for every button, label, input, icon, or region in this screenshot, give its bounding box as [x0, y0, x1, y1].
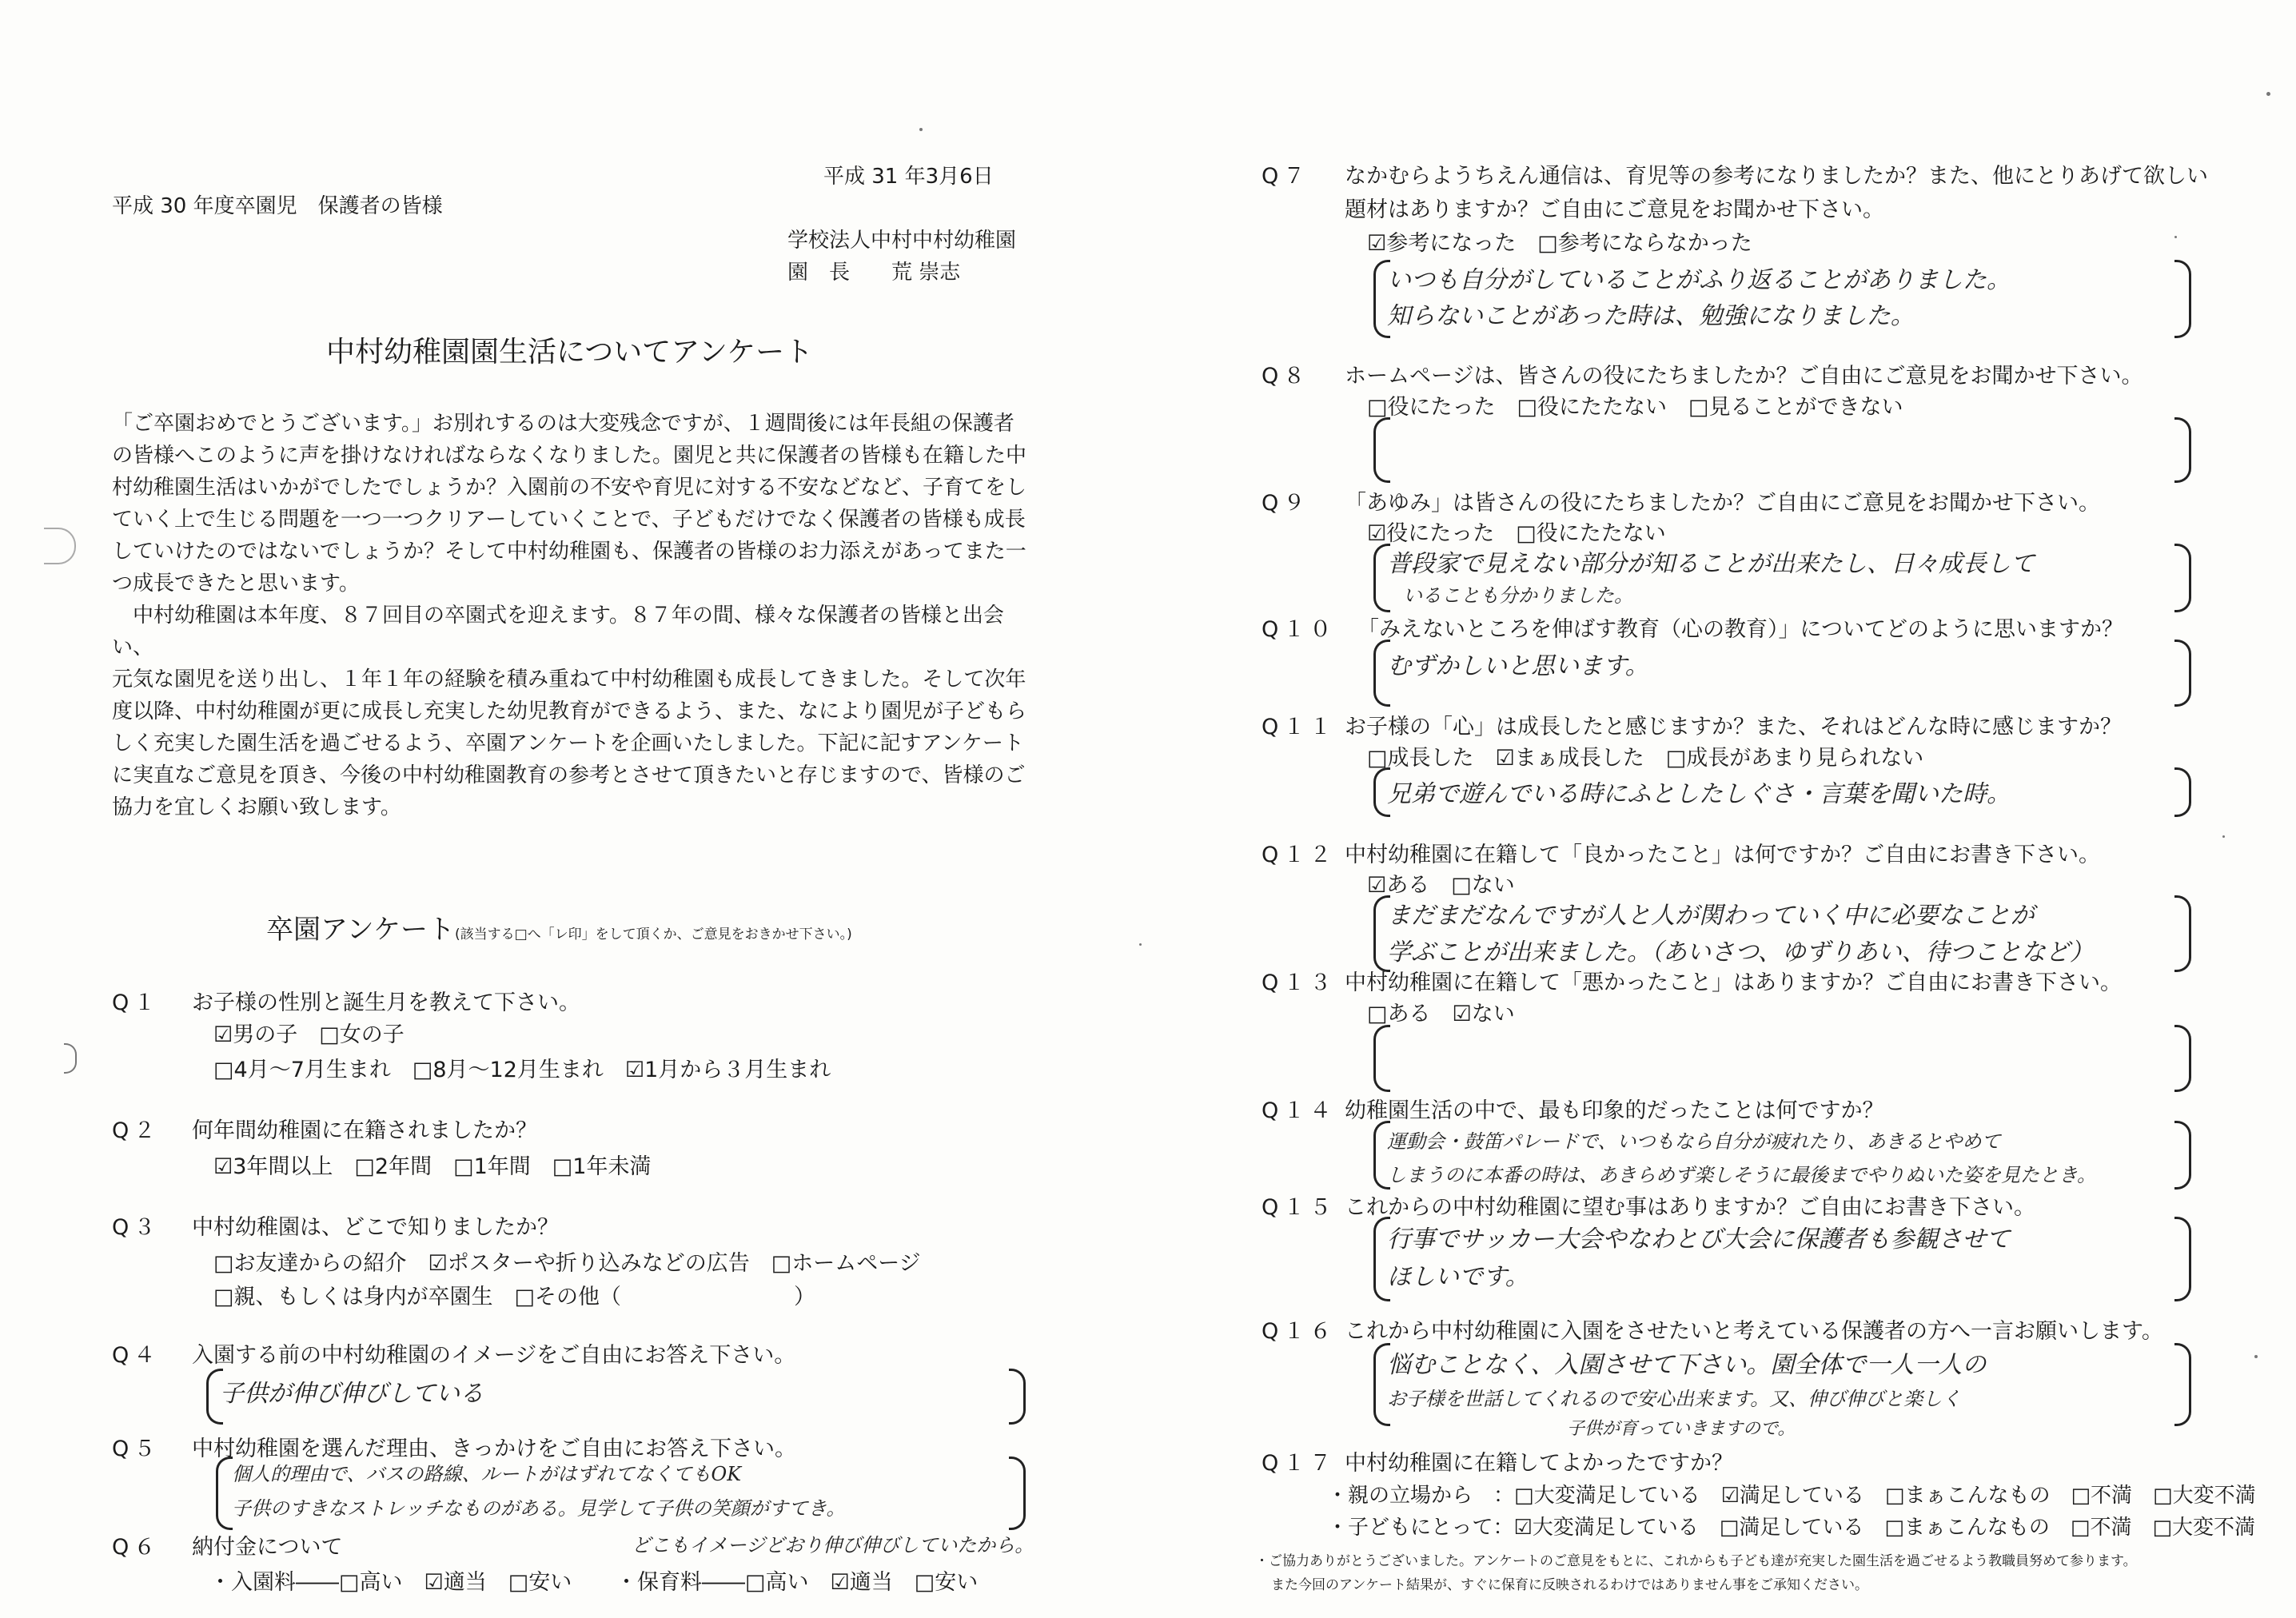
- q16-answer-line1: 悩むことなく、入園させて下さい。園全体で一人一人の: [1387, 1351, 1987, 1379]
- q6-answer-note: どこもイメージどおり伸び伸びしていたから。: [632, 1534, 1034, 1556]
- punch-hole-mark: [44, 528, 76, 564]
- q13-options: □ある ☑ない: [1367, 1002, 1515, 1026]
- principal-name: 園 長 荒 崇志: [787, 261, 961, 285]
- answer-bracket-right: [2174, 640, 2191, 707]
- answer-bracket-left: [216, 1457, 233, 1530]
- question-text: 中村幼稚園に在籍して「悪かったこと」はありますか？ご自由にお書き下さい。: [1345, 970, 2122, 995]
- intro-line: しく充実した園生活を過ごせるよう、卒園アンケートを企画いたしました。下記に記すアンケート: [112, 731, 1024, 755]
- q11-options: □成長した ☑まぁ成長した □成長があまり見られない: [1367, 746, 1924, 771]
- q10-answer: むずかしいと思います。: [1387, 652, 1649, 680]
- question-number: Q１２: [1262, 843, 1337, 867]
- question-number: Q３: [112, 1215, 161, 1240]
- intro-line: の皆様へこのように声を掛けなければならなくなりました。園児と共に保護者の皆様も在籍した中: [112, 444, 1027, 468]
- q16-answer-line2: お子様を世話してくれるので安心出来ます。又、伸び伸びと楽しく: [1387, 1388, 1962, 1410]
- question-number: Q６: [112, 1535, 161, 1560]
- intro-line: 度以降、中村幼稚園が更に成長し充実した幼児教育ができるよう、また、なにより園児が子どもら: [112, 699, 1027, 723]
- answer-bracket-right: [2174, 895, 2191, 972]
- question-number: Q１４: [1262, 1098, 1337, 1123]
- answer-bracket-right: [2174, 544, 2191, 612]
- answer-bracket-left: [1373, 417, 1390, 483]
- intro-text: [112, 408, 1039, 823]
- question-number: Q５: [112, 1437, 161, 1461]
- q4-answer: 子供が伸び伸びしている: [220, 1380, 484, 1408]
- question-number: Q２: [112, 1118, 161, 1143]
- intro-line: 中村幼稚園は本年度、８７回目の卒園式を迎えます。８７年の間、様々な保護者の皆様と出会い、: [112, 604, 1004, 660]
- intro-line: 村幼稚園生活はいかがでしたでしょうか？入園前の不安や育児に対する不安などなど、子育てをし: [112, 476, 1027, 500]
- q3-options-line1: □お友達からの紹介 ☑ポスターや折り込みなどの広告 □ホームページ: [213, 1251, 921, 1276]
- survey-heading-title: 卒園アンケート: [266, 914, 455, 946]
- intro-line: していけたのではないでしょうか？そして中村幼稚園も、保護者の皆様のお力添えがあってまた一: [112, 540, 1026, 564]
- scan-speck: [2174, 236, 2177, 238]
- q15-answer-line1: 行事でサッカー大会やなわとび大会に保護者も参観させて: [1387, 1225, 2011, 1253]
- q12-answer-line2: 学ぶことが出来ました。（あいさつ、ゆずりあい、待つことなど）: [1387, 939, 2094, 966]
- question-text: 中村幼稚園に在籍してよかったですか？: [1345, 1451, 1733, 1476]
- q9-answer-line1: 普段家で見えない部分が知ることが出来たし、日々成長して: [1387, 550, 2035, 578]
- intro-line: 協力を宜しくお願い致します。: [112, 795, 401, 819]
- intro-line: 元気な園児を送り出し、１年１年の経験を積み重ねて中村幼稚園も成長してきました。そして次年: [112, 668, 1026, 691]
- answer-bracket-left: [1373, 1025, 1390, 1092]
- q5-answer-line2: 子供のすきなストレッチなものがある。見学して子供の笑顔がすてき。: [232, 1497, 846, 1520]
- q17-child-options: ・子どもにとって：☑大変満足している □満足している □まぁこんなもの □不満 □大変不満: [1327, 1516, 2256, 1540]
- q9-options: ☑役にたった □役にたたない: [1367, 521, 1666, 546]
- intro-line: 「ご卒園おめでとうございます。」お別れするのは大変残念ですが、１週間後には年長組の保護者: [112, 412, 1014, 436]
- question-number: Q１０: [1262, 617, 1337, 642]
- q12-options: ☑ある □ない: [1367, 873, 1515, 898]
- q14-answer-line1: 運動会・鼓笛パレードで、いつもなら自分が疲れたり、あきるとやめて: [1387, 1130, 2001, 1153]
- answer-bracket-right: [2174, 1217, 2191, 1301]
- q15-answer-line2: ほしいです。: [1387, 1263, 1529, 1291]
- q12-answer-line1: まだまだなんですが人と人が関わっていく中に必要なことが: [1387, 902, 2035, 930]
- question-text: 「みえないところを伸ばす教育（心の教育）」についてどのように思いますか？: [1357, 617, 2123, 642]
- intro-line: つ成長できたと思います。: [112, 572, 360, 596]
- answer-bracket-right: [1009, 1457, 1026, 1530]
- question-number: Q７: [1262, 164, 1310, 189]
- punch-hole-mark: [64, 1043, 77, 1074]
- scan-speck: [2266, 92, 2270, 96]
- question-text: お子様の「心」は成長したと感じますか？また、それはどんな時に感じますか？: [1345, 715, 2122, 739]
- question-number: Q１６: [1262, 1319, 1337, 1344]
- question-number: Q９: [1262, 491, 1310, 516]
- answer-bracket-right: [2174, 260, 2191, 338]
- survey-heading: [266, 907, 852, 946]
- question-number: Q８: [1262, 364, 1310, 389]
- page-title: 中村幼稚園園生活についてアンケート: [326, 336, 814, 369]
- q9-answer-line2: いることも分かりました。: [1403, 584, 1633, 607]
- scan-speck: [919, 128, 923, 131]
- question-number: Q１３: [1262, 970, 1337, 995]
- q1-gender-options: ☑男の子 □女の子: [213, 1022, 405, 1047]
- question-text: 中村幼稚園を選んだ理由、きっかけをご自由にお答え下さい。: [192, 1437, 796, 1461]
- question-text: お子様の性別と誕生月を教えて下さい。: [192, 990, 580, 1015]
- scan-speck: [1139, 943, 1142, 946]
- q3-options-line2: □親、もしくは身内が卒園生 □その他（ ）: [213, 1285, 816, 1309]
- question-text: 入園する前の中村幼稚園のイメージをご自由にお答え下さい。: [192, 1343, 796, 1368]
- question-text: 幼稚園生活の中で、最も印象的だったことは何ですか？: [1345, 1098, 1884, 1123]
- answer-bracket-right: [2174, 417, 2191, 483]
- q1-birth-month-options: □4月～7月生まれ □8月～12月生まれ ☑1月から３月生まれ: [213, 1058, 831, 1082]
- intro-line: に実直なご意見を頂き、今後の中村幼稚園教育の参考とさせて頂きたいと存じますので、皆様のご: [112, 763, 1026, 787]
- recipient-line: 平成 30 年度卒園児 保護者の皆様: [112, 194, 443, 218]
- question-number: Q１: [112, 990, 161, 1015]
- question-number: Q１５: [1262, 1195, 1337, 1220]
- question-text: 中村幼稚園に在籍して「良かったこと」は何ですか？ご自由にお書き下さい。: [1345, 843, 2100, 867]
- q2-options: ☑3年間以上 □2年間 □1年間 □1年未満: [213, 1154, 652, 1179]
- question-text: 何年間幼稚園に在籍されましたか？: [192, 1118, 537, 1143]
- question-number: Q１７: [1262, 1451, 1337, 1476]
- question-text: これから中村幼稚園に入園をさせたいと考えている保護者の方へ一言お願いします。: [1345, 1319, 2163, 1344]
- q17-parent-options: ・親の立場から ：□大変満足している ☑満足している □まぁこんなもの □不満 □大変不満: [1327, 1484, 2256, 1508]
- question-text: ホームページは、皆さんの役にたちましたか？ご自由にご意見をお聞かせ下さい。: [1345, 364, 2143, 389]
- question-text: 納付金について: [192, 1535, 343, 1560]
- question-text: なかむらようちえん通信は、育児等の参考になりましたか？また、他にとりあげて欲しい: [1345, 164, 2208, 189]
- answer-bracket-right: [2174, 1343, 2191, 1426]
- school-name: 学校法人中村中村幼稚園: [787, 229, 1017, 253]
- q6-tuition-fee-options: ・保育料――□高い ☑適当 □安い: [616, 1570, 979, 1595]
- footer-note-line1: ・ご協力ありがとうございました。アンケートのご意見をもとに、これからも子ども達が充実した園生活を過ごせるよう教職員努めて参ります。: [1255, 1553, 2137, 1569]
- q5-answer-line1: 個人的理由で、バスの路線、ルートがはずれてなくてもOK: [232, 1463, 742, 1485]
- q11-answer: 兄弟で遊んでいる時にふとしたしぐさ・言葉を聞いた時。: [1387, 780, 2011, 808]
- question-text: 中村幼稚園は、どこで知りましたか？: [192, 1215, 559, 1240]
- scan-speck: [2222, 835, 2225, 838]
- question-text: これからの中村幼稚園に望む事はありますか？ご自由にお書き下さい。: [1345, 1195, 2035, 1220]
- q16-answer-line3: 子供が育っていきますので。: [1567, 1419, 1796, 1439]
- question-text-cont: 題材はありますか？ご自由にご意見をお聞かせ下さい。: [1345, 197, 1884, 222]
- q6-admission-fee-options: ・入園料――□高い ☑適当 □安い: [209, 1570, 572, 1595]
- question-number: Q４: [112, 1343, 161, 1368]
- answer-bracket-right: [2174, 767, 2191, 817]
- q14-answer-line2: しまうのに本番の時は、あきらめず楽しそうに最後までやりぬいた姿を見たとき。: [1387, 1164, 2097, 1186]
- q8-options: □役にたった □役にたたない □見ることができない: [1367, 395, 1903, 420]
- q7-answer-line2: 知らないことがあった時は、勉強になりました。: [1387, 302, 1915, 330]
- answer-bracket-right: [2174, 1121, 2191, 1190]
- question-number: Q１１: [1262, 715, 1337, 739]
- document-date: 平成 31 年3月6日: [823, 165, 994, 189]
- q7-answer-line1: いつも自分がしていることがふり返ることがありました。: [1387, 266, 2011, 294]
- answer-bracket-right: [1009, 1369, 1026, 1425]
- question-text: 「あゆみ」は皆さんの役にたちましたか？ご自由にご意見をお聞かせ下さい。: [1345, 491, 2100, 516]
- survey-heading-note: (該当する□へ「レ印」をして頂くか、ご意見をおきかせ下さい。): [454, 927, 852, 943]
- intro-line: ていく上で生じる問題を一つ一つクリアーしていくことで、子どもだけでなく保護者の皆様も成長: [112, 508, 1026, 532]
- scan-speck: [2254, 1355, 2258, 1358]
- footer-note-line2: また今回のアンケート結果が、すぐに保育に反映されるわけではありません事をご承知ください。: [1271, 1577, 1868, 1593]
- answer-bracket-right: [2174, 1025, 2191, 1092]
- q7-options: ☑参考になった □参考にならなかった: [1367, 231, 1752, 256]
